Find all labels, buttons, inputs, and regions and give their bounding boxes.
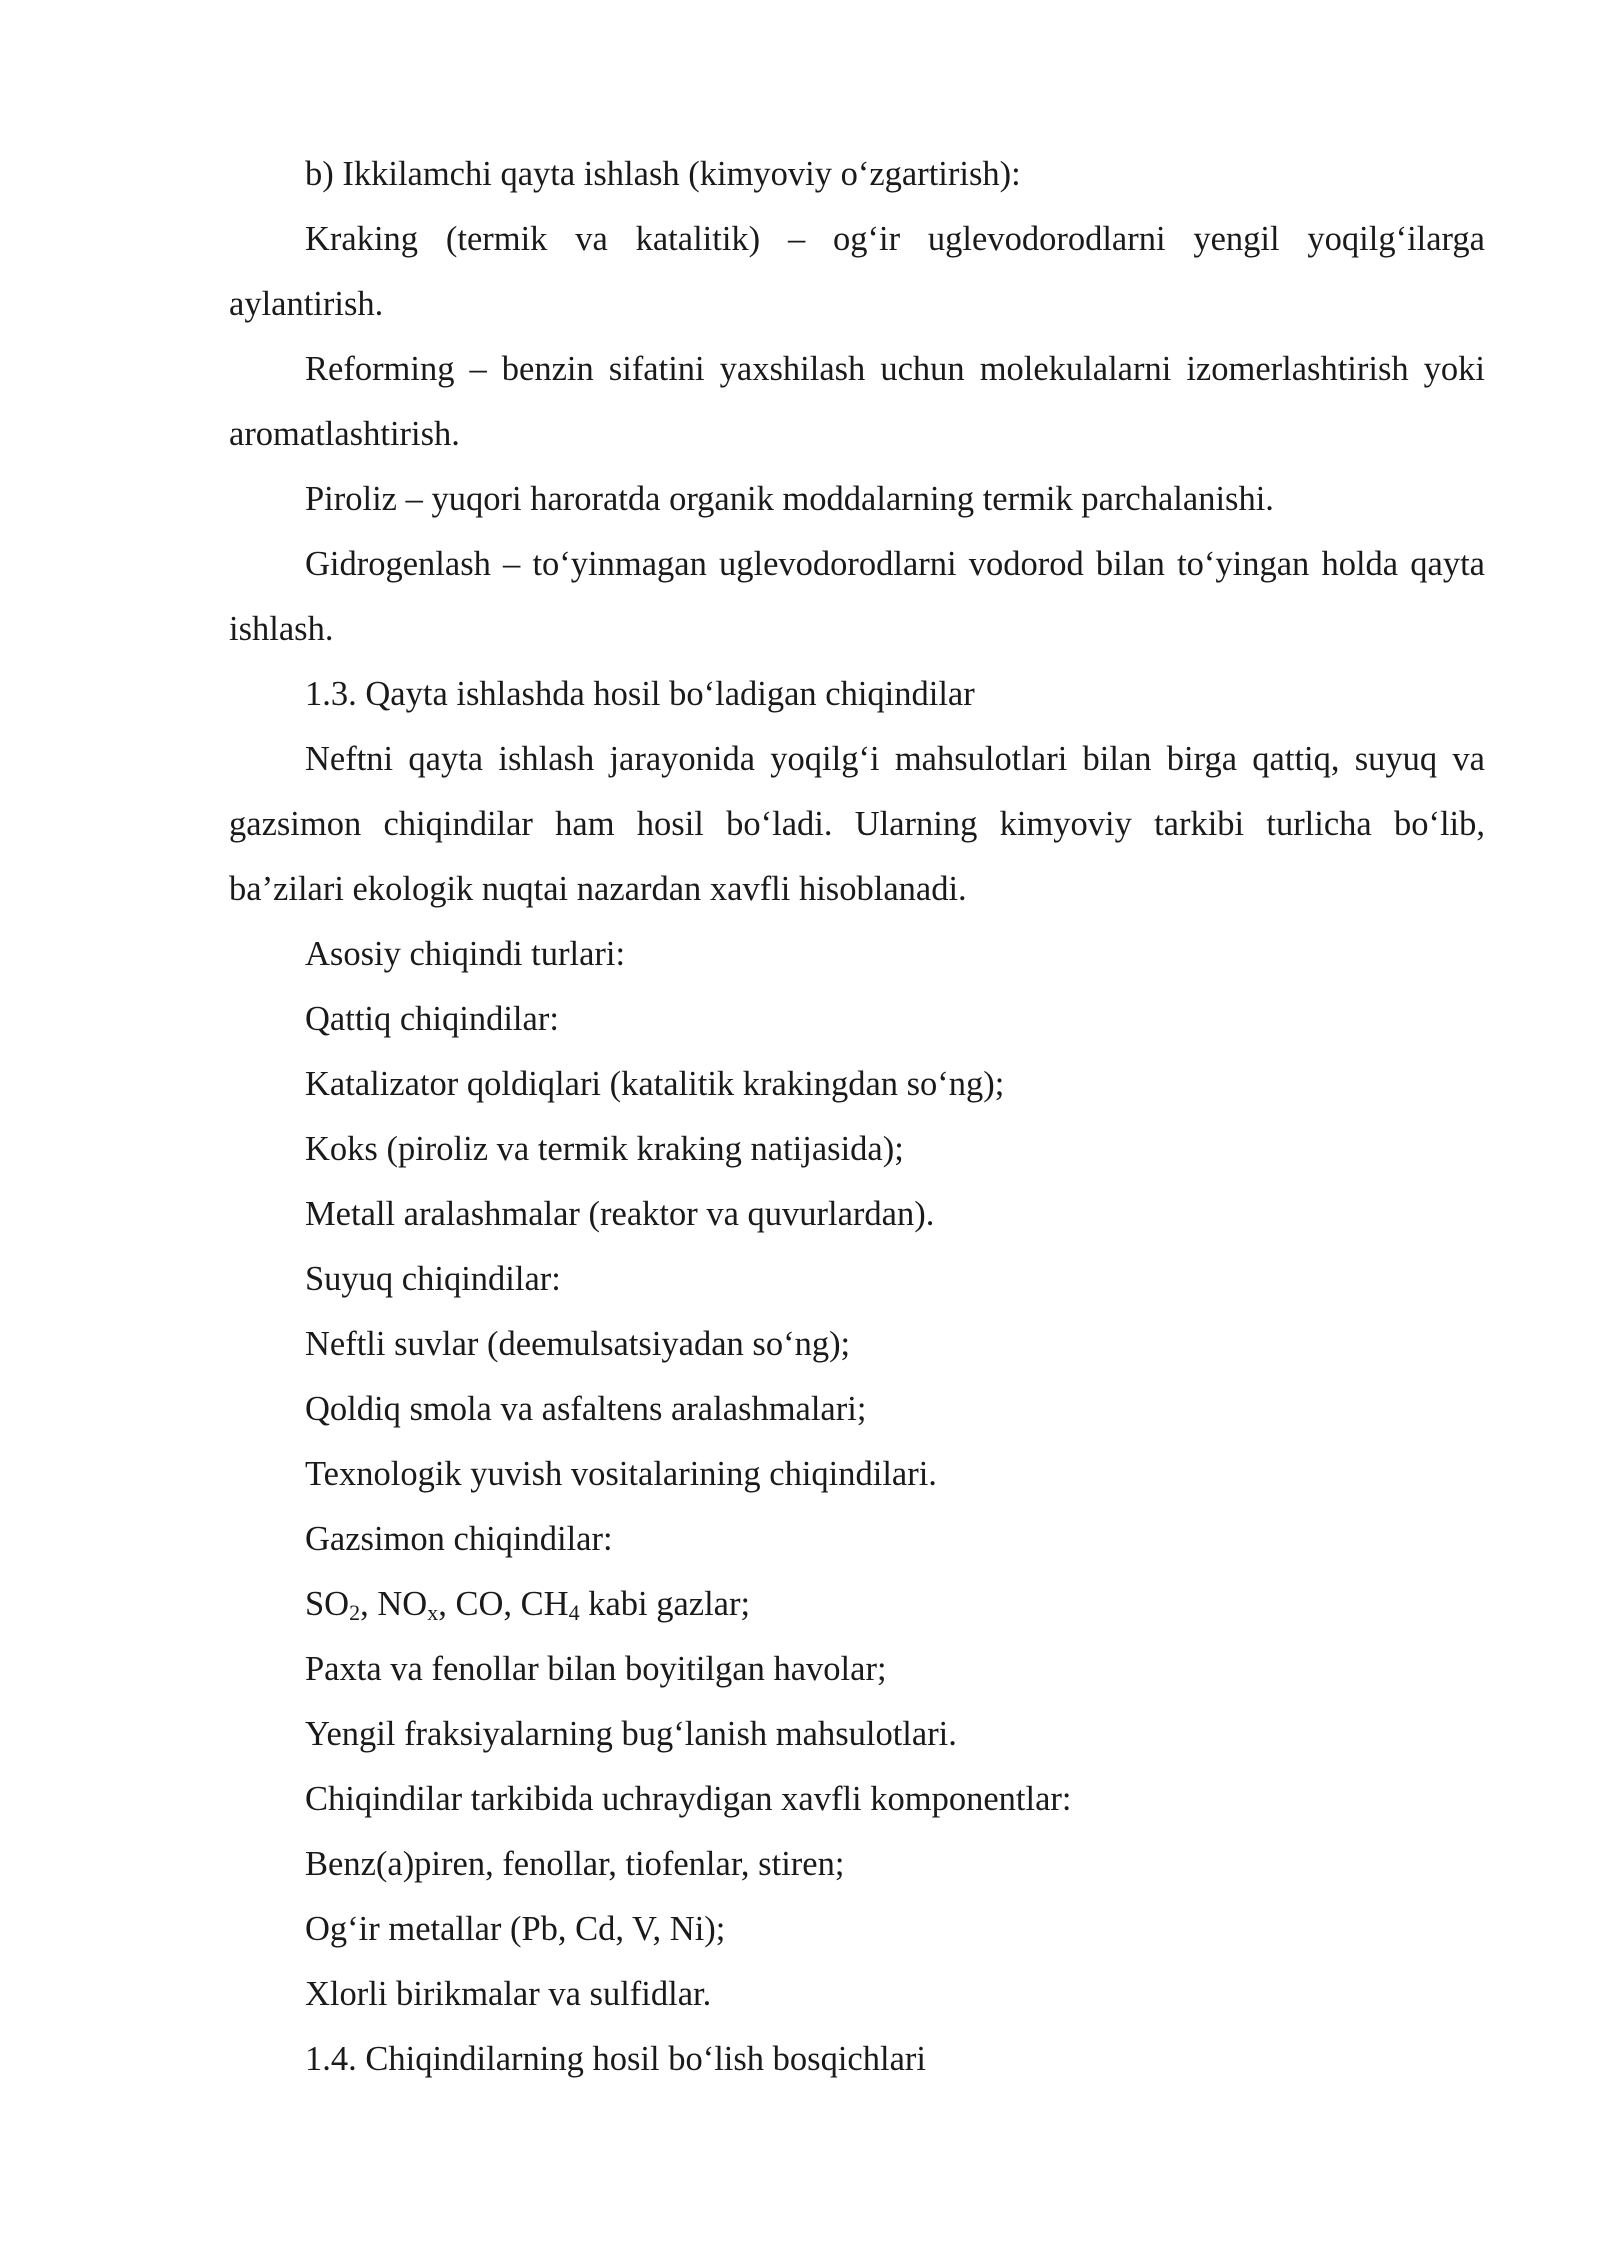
- formula-rest: kabi gazlar;: [579, 1585, 751, 1623]
- list-item: Koks (piroliz va termik kraking natijasida);: [305, 1130, 904, 1168]
- list-item: Og‘ir metallar (Pb, Cd, V, Ni);: [305, 1910, 726, 1948]
- list-item: Paxta va fenollar bilan boyitilgan havolar;: [305, 1650, 887, 1688]
- paragraph-waste-intro: Neftni qayta ishlash jarayonida yoqilg‘i mahsulotlari bilan birga qattiq, suyuq va gazsimon chiqindilar ham hosil bo‘ladi. Ularning kimyoviy tarkibi turlicha bo‘lib, ba’zilari ekologik nuqtai nazardan xavfli hisoblanadi.: [229, 740, 1485, 908]
- list-heading-hazardous-components: Chiqindilar tarkibida uchraydigan xavfli komponentlar:: [305, 1780, 1072, 1818]
- document-page: [229, 142, 1485, 2092]
- formula-ch-subscript: 4: [568, 1600, 580, 1625]
- list-heading-liquid-waste: Suyuq chiqindilar:: [305, 1260, 561, 1298]
- list-item: Yengil fraksiyalarning bug‘lanish mahsulotlari.: [305, 1715, 957, 1753]
- formula-no: , NO: [360, 1585, 428, 1623]
- list-heading-solid-waste: Qattiq chiqindilar:: [305, 1000, 559, 1038]
- section-heading-1-4: 1.4. Chiqindilarning hosil bo‘lish bosqichlari: [305, 2040, 926, 2078]
- list-item: Benz(a)piren, fenollar, tiofenlar, stiren;: [305, 1845, 845, 1883]
- paragraph-secondary-processing: b) Ikkilamchi qayta ishlash (kimyoviy o‘zgartirish):: [305, 155, 1021, 193]
- paragraph-main-waste-types: Asosiy chiqindi turlari:: [305, 935, 626, 973]
- paragraph-reforming: Reforming – benzin sifatini yaxshilash uchun molekulalarni izomerlashtirish yoki aromatlashtirish.: [229, 350, 1485, 453]
- section-heading-1-3: 1.3. Qayta ishlashda hosil bo‘ladigan chiqindilar: [305, 675, 975, 713]
- formula-so-subscript: 2: [349, 1600, 361, 1625]
- paragraph-cracking: Kraking (termik va katalitik) – og‘ir uglevodorodlarni yengil yoqilg‘ilarga aylantirish.: [229, 220, 1485, 323]
- list-item-gases-formula: [229, 1572, 1485, 1637]
- formula-so: SO: [305, 1585, 350, 1623]
- formula-co-ch: , CO, CH: [438, 1585, 569, 1623]
- list-item: Xlorli birikmalar va sulfidlar.: [305, 1975, 712, 2013]
- list-item: Katalizator qoldiqlari (katalitik krakingdan so‘ng);: [305, 1065, 1005, 1103]
- paragraph-pyrolysis: Piroliz – yuqori haroratda organik moddalarning termik parchalanishi.: [305, 480, 1274, 518]
- list-item: Texnologik yuvish vositalarining chiqindilari.: [305, 1455, 937, 1493]
- list-item: Qoldiq smola va asfaltens aralashmalari;: [305, 1390, 867, 1428]
- paragraph-hydrogenation: Gidrogenlash – to‘yinmagan uglevodorodlarni vodorod bilan to‘yingan holda qayta ishlash.: [229, 545, 1485, 648]
- list-heading-gaseous-waste: Gazsimon chiqindilar:: [305, 1520, 613, 1558]
- formula-no-subscript: x: [427, 1600, 439, 1625]
- list-item: Metall aralashmalar (reaktor va quvurlardan).: [305, 1195, 935, 1233]
- list-item: Neftli suvlar (deemulsatsiyadan so‘ng);: [305, 1325, 851, 1363]
